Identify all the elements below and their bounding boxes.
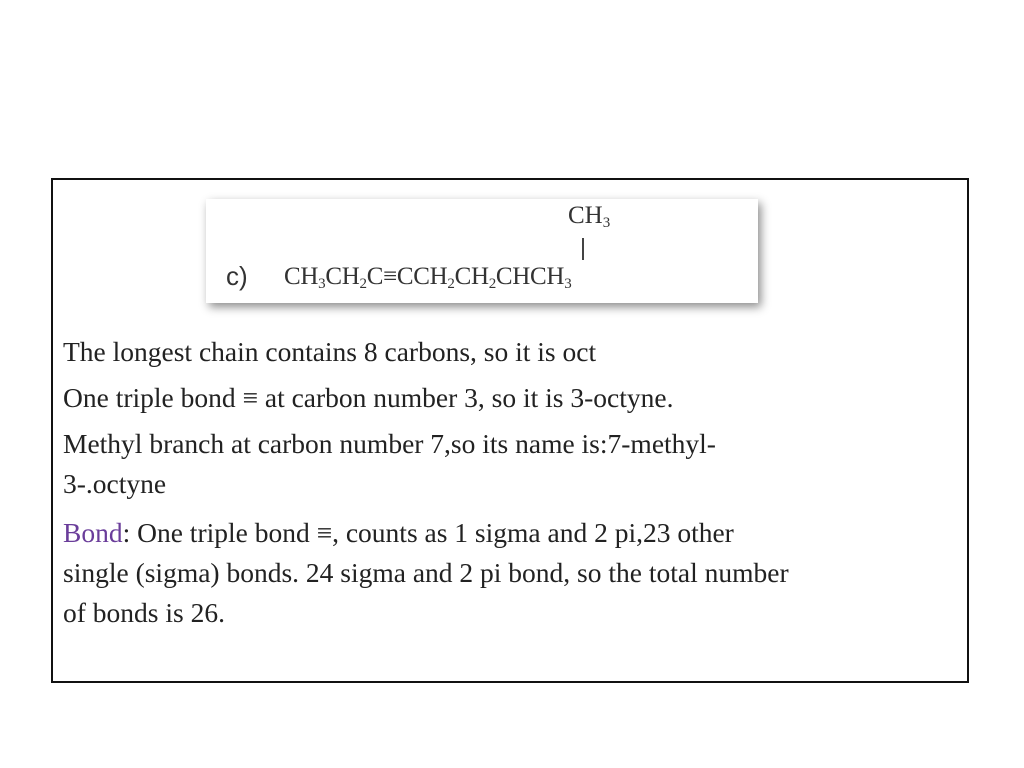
paragraph-methyl-branch [63, 424, 963, 504]
formula-segment: C≡CCH [366, 263, 448, 290]
formula-segment: CHCH [495, 263, 565, 290]
paragraph-bond-count [63, 513, 963, 633]
branch-ch3-text: $CH_3$ [568, 202, 611, 231]
bond-line-1: : One triple bond ≡, counts as 1 sigma and 2 pi,23 other [122, 517, 734, 548]
formula-segment: 3 [318, 276, 326, 292]
methyl-line-1: Methyl branch at carbon number 7,so its name is:7-methyl- [63, 428, 716, 459]
formula-segment: CH [325, 263, 360, 290]
formula-segment: 2 [359, 276, 367, 292]
paragraph-longest-chain: The longest chain contains 8 carbons, so it is oct [63, 336, 597, 367]
methyl-branch [568, 202, 628, 266]
bond-label: Bond [63, 517, 123, 548]
formula-segment: 2 [488, 276, 496, 292]
structural-formula-image [206, 199, 758, 303]
formula-segment: 2 [447, 276, 455, 292]
part-label: c) [226, 261, 248, 291]
formula-segment: CH [454, 263, 489, 290]
methyl-line-2: 3-.octyne [63, 468, 167, 499]
bond-line-3: of bonds is 26. [63, 597, 225, 628]
formula-segment: CH [284, 263, 319, 290]
explanation-text [63, 335, 963, 645]
content-box [51, 178, 969, 683]
formula-segment: 3 [564, 276, 572, 292]
branch-bond-line [582, 238, 584, 260]
bond-line-2: single (sigma) bonds. 24 sigma and 2 pi bond, so the total number [63, 557, 789, 588]
paragraph-triple-bond: One triple bond ≡ at carbon number 3, so it is 3-octyne. [63, 382, 674, 413]
main-chain-formula [284, 263, 571, 293]
